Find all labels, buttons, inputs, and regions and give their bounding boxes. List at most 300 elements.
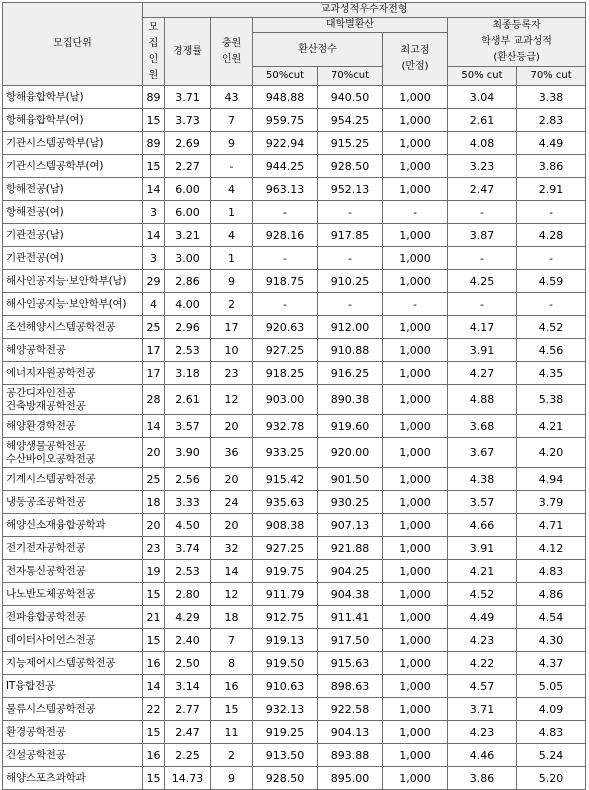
grade-cut50-cell: 4.23 bbox=[448, 629, 517, 652]
max-score-cell: 1,000 bbox=[383, 362, 448, 385]
refill-cell: - bbox=[211, 155, 253, 178]
grade-cut50-cell: 4.38 bbox=[448, 468, 517, 491]
grade-cut70-cell: 4.83 bbox=[517, 560, 586, 583]
score-cut70-cell: 912.00 bbox=[318, 316, 383, 339]
competition-cell: 3.18 bbox=[165, 362, 211, 385]
refill-cell: 20 bbox=[211, 514, 253, 537]
grade-cut70-cell: - bbox=[517, 247, 586, 270]
score-cut50-cell: 922.94 bbox=[253, 132, 318, 155]
header-grade-cut70: 70% cut bbox=[517, 67, 586, 86]
unit-cell: 해양환경학전공 bbox=[3, 415, 143, 438]
unit-cell: 전기전자공학전공 bbox=[3, 537, 143, 560]
max-score-cell: 1,000 bbox=[383, 155, 448, 178]
competition-cell: 6.00 bbox=[165, 178, 211, 201]
admission-table-container bbox=[2, 2, 586, 790]
refill-cell: 20 bbox=[211, 468, 253, 491]
refill-cell: 1 bbox=[211, 201, 253, 224]
refill-cell: 4 bbox=[211, 224, 253, 247]
competition-cell: 3.71 bbox=[165, 86, 211, 109]
table-row bbox=[3, 362, 586, 385]
score-cut70-cell: 919.60 bbox=[318, 415, 383, 438]
score-cut50-cell: 948.88 bbox=[253, 86, 318, 109]
grade-cut50-cell: 4.08 bbox=[448, 132, 517, 155]
competition-cell: 3.90 bbox=[165, 438, 211, 468]
refill-cell: 1 bbox=[211, 247, 253, 270]
grade-cut70-cell: 4.71 bbox=[517, 514, 586, 537]
competition-cell: 3.33 bbox=[165, 491, 211, 514]
grade-cut50-cell: 3.87 bbox=[448, 224, 517, 247]
competition-cell: 4.00 bbox=[165, 293, 211, 316]
max-score-cell: 1,000 bbox=[383, 468, 448, 491]
score-cut70-cell: 901.50 bbox=[318, 468, 383, 491]
table-row bbox=[3, 201, 586, 224]
competition-cell: 2.47 bbox=[165, 721, 211, 744]
score-cut70-cell: 915.25 bbox=[318, 132, 383, 155]
score-cut70-cell: 904.25 bbox=[318, 560, 383, 583]
table-row bbox=[3, 468, 586, 491]
quota-cell: 17 bbox=[143, 339, 165, 362]
max-score-cell: 1,000 bbox=[383, 438, 448, 468]
table-row bbox=[3, 247, 586, 270]
unit-cell: 환경공학전공 bbox=[3, 721, 143, 744]
max-score-cell: 1,000 bbox=[383, 629, 448, 652]
unit-cell: 건설공학전공 bbox=[3, 744, 143, 767]
max-score-cell: 1,000 bbox=[383, 560, 448, 583]
grade-cut70-cell: 4.12 bbox=[517, 537, 586, 560]
grade-cut70-cell: 2.83 bbox=[517, 109, 586, 132]
competition-cell: 3.21 bbox=[165, 224, 211, 247]
quota-cell: 16 bbox=[143, 744, 165, 767]
table-row bbox=[3, 415, 586, 438]
header-quota: 모 집 인 원 bbox=[143, 18, 165, 86]
max-score-cell: 1,000 bbox=[383, 224, 448, 247]
score-cut50-cell: 933.25 bbox=[253, 438, 318, 468]
unit-cell: 항해융합학부(남) bbox=[3, 86, 143, 109]
header-max-score: 최고점 (만점) bbox=[383, 33, 448, 86]
unit-cell: IT융합전공 bbox=[3, 675, 143, 698]
score-cut70-cell: 893.88 bbox=[318, 744, 383, 767]
grade-cut70-cell: 5.24 bbox=[517, 744, 586, 767]
quota-cell: 17 bbox=[143, 362, 165, 385]
table-body bbox=[3, 86, 586, 790]
grade-cut50-cell: 3.71 bbox=[448, 698, 517, 721]
grade-cut50-cell: 4.27 bbox=[448, 362, 517, 385]
grade-cut50-cell: 3.04 bbox=[448, 86, 517, 109]
score-cut70-cell: 910.25 bbox=[318, 270, 383, 293]
max-score-cell: 1,000 bbox=[383, 270, 448, 293]
quota-cell: 15 bbox=[143, 583, 165, 606]
max-score-cell: 1,000 bbox=[383, 537, 448, 560]
grade-cut50-cell: 4.88 bbox=[448, 385, 517, 415]
max-score-cell: 1,000 bbox=[383, 415, 448, 438]
table-row bbox=[3, 744, 586, 767]
header-admission-type: 교과성적우수자전형 bbox=[143, 3, 586, 18]
competition-cell: 3.74 bbox=[165, 537, 211, 560]
refill-cell: 36 bbox=[211, 438, 253, 468]
unit-line: 건축방재공학전공 bbox=[6, 399, 86, 412]
grade-cut70-cell: 3.86 bbox=[517, 155, 586, 178]
grade-cut50-cell: 3.57 bbox=[448, 491, 517, 514]
score-cut50-cell: 928.50 bbox=[253, 767, 318, 790]
grade-cut50-cell: 4.23 bbox=[448, 721, 517, 744]
refill-cell: 20 bbox=[211, 415, 253, 438]
max-score-cell: 1,000 bbox=[383, 767, 448, 790]
score-cut50-cell: 903.00 bbox=[253, 385, 318, 415]
max-score-cell: 1,000 bbox=[383, 86, 448, 109]
table-row bbox=[3, 514, 586, 537]
competition-cell: 2.77 bbox=[165, 698, 211, 721]
table-row bbox=[3, 698, 586, 721]
unit-cell: 전파융합공학전공 bbox=[3, 606, 143, 629]
score-cut50-cell: 908.38 bbox=[253, 514, 318, 537]
unit-cell: 해사인공지능·보안학부(여) bbox=[3, 293, 143, 316]
grade-cut50-cell: 4.52 bbox=[448, 583, 517, 606]
refill-cell: 32 bbox=[211, 537, 253, 560]
grade-cut70-cell: 4.86 bbox=[517, 583, 586, 606]
quota-cell: 28 bbox=[143, 385, 165, 415]
score-cut50-cell: 913.50 bbox=[253, 744, 318, 767]
table-row bbox=[3, 438, 586, 468]
max-score-cell: 1,000 bbox=[383, 583, 448, 606]
competition-cell: 3.57 bbox=[165, 415, 211, 438]
refill-cell: 8 bbox=[211, 652, 253, 675]
score-cut70-cell: 954.25 bbox=[318, 109, 383, 132]
score-cut70-cell: 898.63 bbox=[318, 675, 383, 698]
header-competition-rate: 경쟁률 bbox=[165, 18, 211, 86]
score-cut50-cell: 927.25 bbox=[253, 537, 318, 560]
table-row bbox=[3, 270, 586, 293]
max-score-cell: 1,000 bbox=[383, 132, 448, 155]
unit-cell: 기관시스템공학부(여) bbox=[3, 155, 143, 178]
refill-cell: 7 bbox=[211, 629, 253, 652]
grade-cut50-cell: - bbox=[448, 201, 517, 224]
unit-cell: 기관전공(여) bbox=[3, 247, 143, 270]
quota-cell: 89 bbox=[143, 86, 165, 109]
score-cut50-cell: 911.79 bbox=[253, 583, 318, 606]
quota-cell: 15 bbox=[143, 155, 165, 178]
grade-cut50-cell: - bbox=[448, 247, 517, 270]
table-row bbox=[3, 109, 586, 132]
score-cut70-cell: 930.25 bbox=[318, 491, 383, 514]
score-cut70-cell: 928.50 bbox=[318, 155, 383, 178]
competition-cell: 14.73 bbox=[165, 767, 211, 790]
grade-cut70-cell: 4.56 bbox=[517, 339, 586, 362]
header-by-university: 대학별환산 bbox=[253, 18, 448, 33]
unit-line: 수산바이오공학전공 bbox=[6, 452, 96, 465]
unit-cell: 조선해양시스템공학전공 bbox=[3, 316, 143, 339]
table-row bbox=[3, 537, 586, 560]
quota-cell: 15 bbox=[143, 629, 165, 652]
max-score-cell: - bbox=[383, 201, 448, 224]
competition-cell: 6.00 bbox=[165, 201, 211, 224]
score-cut50-cell: 927.25 bbox=[253, 339, 318, 362]
grade-cut70-cell: 4.20 bbox=[517, 438, 586, 468]
refill-cell: 12 bbox=[211, 583, 253, 606]
grade-cut70-cell: 4.28 bbox=[517, 224, 586, 247]
max-score-cell: 1,000 bbox=[383, 316, 448, 339]
unit-cell: 항해전공(여) bbox=[3, 201, 143, 224]
max-score-cell: 1,000 bbox=[383, 721, 448, 744]
refill-cell: 24 bbox=[211, 491, 253, 514]
max-score-cell: 1,000 bbox=[383, 514, 448, 537]
table-row bbox=[3, 583, 586, 606]
quota-cell: 15 bbox=[143, 109, 165, 132]
score-cut70-cell: - bbox=[318, 247, 383, 270]
table-row bbox=[3, 385, 586, 415]
quota-cell: 19 bbox=[143, 560, 165, 583]
quota-cell: 14 bbox=[143, 415, 165, 438]
unit-cell: 기관전공(남) bbox=[3, 224, 143, 247]
score-cut70-cell: 922.58 bbox=[318, 698, 383, 721]
refill-cell: 23 bbox=[211, 362, 253, 385]
score-cut50-cell: 915.42 bbox=[253, 468, 318, 491]
grade-cut50-cell: 4.22 bbox=[448, 652, 517, 675]
competition-cell: 2.80 bbox=[165, 583, 211, 606]
grade-cut70-cell: 2.91 bbox=[517, 178, 586, 201]
refill-cell: 9 bbox=[211, 132, 253, 155]
score-cut50-cell: 919.13 bbox=[253, 629, 318, 652]
max-score-cell: 1,000 bbox=[383, 109, 448, 132]
score-cut70-cell: 895.00 bbox=[318, 767, 383, 790]
admission-results-table bbox=[2, 2, 586, 790]
table-row bbox=[3, 560, 586, 583]
max-score-cell: 1,000 bbox=[383, 606, 448, 629]
score-cut70-cell: 952.13 bbox=[318, 178, 383, 201]
grade-cut50-cell: - bbox=[448, 293, 517, 316]
quota-cell: 16 bbox=[143, 652, 165, 675]
grade-cut50-cell: 4.46 bbox=[448, 744, 517, 767]
score-cut50-cell: 912.75 bbox=[253, 606, 318, 629]
score-cut50-cell: 910.63 bbox=[253, 675, 318, 698]
unit-cell: 항해전공(남) bbox=[3, 178, 143, 201]
table-row bbox=[3, 293, 586, 316]
refill-cell: 7 bbox=[211, 109, 253, 132]
grade-cut70-cell: 4.09 bbox=[517, 698, 586, 721]
table-row bbox=[3, 155, 586, 178]
header-grade-cut50: 50% cut bbox=[448, 67, 517, 86]
refill-cell: 15 bbox=[211, 698, 253, 721]
grade-cut70-cell: - bbox=[517, 293, 586, 316]
competition-cell: 2.56 bbox=[165, 468, 211, 491]
header-score-cut70: 70%cut bbox=[318, 67, 383, 86]
quota-cell: 29 bbox=[143, 270, 165, 293]
score-cut50-cell: - bbox=[253, 201, 318, 224]
grade-cut70-cell: 5.38 bbox=[517, 385, 586, 415]
header-score-cut50: 50%cut bbox=[253, 67, 318, 86]
score-cut50-cell: 944.25 bbox=[253, 155, 318, 178]
unit-cell bbox=[3, 385, 143, 415]
max-score-cell: 1,000 bbox=[383, 744, 448, 767]
unit-cell: 기관시스템공학부(남) bbox=[3, 132, 143, 155]
table-row bbox=[3, 675, 586, 698]
grade-cut70-cell: 3.79 bbox=[517, 491, 586, 514]
score-cut50-cell: 932.78 bbox=[253, 415, 318, 438]
grade-cut70-cell: 4.94 bbox=[517, 468, 586, 491]
grade-cut70-cell: 4.52 bbox=[517, 316, 586, 339]
score-cut70-cell: 915.63 bbox=[318, 652, 383, 675]
table-header bbox=[3, 3, 586, 86]
score-cut50-cell: 963.13 bbox=[253, 178, 318, 201]
score-cut50-cell: 935.63 bbox=[253, 491, 318, 514]
score-cut50-cell: 918.25 bbox=[253, 362, 318, 385]
score-cut50-cell: - bbox=[253, 293, 318, 316]
quota-cell: 15 bbox=[143, 767, 165, 790]
quota-cell: 15 bbox=[143, 721, 165, 744]
competition-cell: 2.86 bbox=[165, 270, 211, 293]
table-row bbox=[3, 491, 586, 514]
grade-cut70-cell: 4.21 bbox=[517, 415, 586, 438]
grade-cut50-cell: 3.67 bbox=[448, 438, 517, 468]
quota-cell: 89 bbox=[143, 132, 165, 155]
unit-cell: 기계시스템공학전공 bbox=[3, 468, 143, 491]
grade-cut50-cell: 4.21 bbox=[448, 560, 517, 583]
quota-cell: 3 bbox=[143, 247, 165, 270]
grade-cut70-cell: 3.38 bbox=[517, 86, 586, 109]
score-cut70-cell: 910.88 bbox=[318, 339, 383, 362]
grade-cut50-cell: 4.17 bbox=[448, 316, 517, 339]
score-cut50-cell: 918.75 bbox=[253, 270, 318, 293]
score-cut70-cell: 890.38 bbox=[318, 385, 383, 415]
unit-cell: 지능제어시스템공학전공 bbox=[3, 652, 143, 675]
refill-cell: 2 bbox=[211, 293, 253, 316]
grade-cut70-cell: 5.05 bbox=[517, 675, 586, 698]
table-row bbox=[3, 339, 586, 362]
refill-cell: 12 bbox=[211, 385, 253, 415]
grade-cut50-cell: 4.66 bbox=[448, 514, 517, 537]
grade-cut70-cell: 4.83 bbox=[517, 721, 586, 744]
grade-cut70-cell: 4.54 bbox=[517, 606, 586, 629]
score-cut70-cell: - bbox=[318, 293, 383, 316]
table-row bbox=[3, 224, 586, 247]
score-cut50-cell: 920.63 bbox=[253, 316, 318, 339]
quota-cell: 18 bbox=[143, 491, 165, 514]
unit-cell: 해양공학전공 bbox=[3, 339, 143, 362]
grade-cut50-cell: 4.25 bbox=[448, 270, 517, 293]
quota-cell: 21 bbox=[143, 606, 165, 629]
refill-cell: 17 bbox=[211, 316, 253, 339]
header-converted-score: 환산점수 bbox=[253, 33, 383, 67]
unit-cell: 에너지자원공학전공 bbox=[3, 362, 143, 385]
quota-cell: 4 bbox=[143, 293, 165, 316]
grade-cut50-cell: 3.91 bbox=[448, 339, 517, 362]
grade-cut70-cell: 4.37 bbox=[517, 652, 586, 675]
competition-cell: 2.40 bbox=[165, 629, 211, 652]
score-cut50-cell: 932.13 bbox=[253, 698, 318, 721]
table-row bbox=[3, 652, 586, 675]
competition-cell: 2.53 bbox=[165, 339, 211, 362]
competition-cell: 2.69 bbox=[165, 132, 211, 155]
table-row bbox=[3, 767, 586, 790]
unit-cell: 해사인공지능·보안학부(남) bbox=[3, 270, 143, 293]
unit-cell: 전자통신공학전공 bbox=[3, 560, 143, 583]
max-score-cell: 1,000 bbox=[383, 675, 448, 698]
quota-cell: 25 bbox=[143, 316, 165, 339]
quota-cell: 3 bbox=[143, 201, 165, 224]
table-row bbox=[3, 721, 586, 744]
unit-cell: 해양신소재융합공학과 bbox=[3, 514, 143, 537]
refill-cell: 9 bbox=[211, 270, 253, 293]
competition-cell: 3.14 bbox=[165, 675, 211, 698]
max-score-cell: 1,000 bbox=[383, 652, 448, 675]
unit-cell: 나노반도체공학전공 bbox=[3, 583, 143, 606]
unit-cell: 해양스포츠과학과 bbox=[3, 767, 143, 790]
score-cut50-cell: 919.25 bbox=[253, 721, 318, 744]
grade-cut70-cell: 4.30 bbox=[517, 629, 586, 652]
quota-cell: 20 bbox=[143, 514, 165, 537]
unit-line: 해양생물공학전공 bbox=[6, 439, 86, 452]
score-cut70-cell: 916.25 bbox=[318, 362, 383, 385]
unit-line: 공간디자인전공 bbox=[6, 386, 76, 399]
competition-cell: 2.61 bbox=[165, 385, 211, 415]
competition-cell: 2.50 bbox=[165, 652, 211, 675]
table-row bbox=[3, 86, 586, 109]
score-cut70-cell: 904.38 bbox=[318, 583, 383, 606]
grade-cut70-cell: - bbox=[517, 201, 586, 224]
score-cut70-cell: 911.41 bbox=[318, 606, 383, 629]
score-cut50-cell: 959.75 bbox=[253, 109, 318, 132]
table-row bbox=[3, 629, 586, 652]
quota-cell: 14 bbox=[143, 224, 165, 247]
refill-cell: 2 bbox=[211, 744, 253, 767]
quota-cell: 14 bbox=[143, 178, 165, 201]
competition-cell: 2.96 bbox=[165, 316, 211, 339]
table-row bbox=[3, 316, 586, 339]
grade-cut50-cell: 2.47 bbox=[448, 178, 517, 201]
competition-cell: 2.53 bbox=[165, 560, 211, 583]
score-cut70-cell: 920.00 bbox=[318, 438, 383, 468]
score-cut50-cell: 928.16 bbox=[253, 224, 318, 247]
unit-cell: 데이터사이언스전공 bbox=[3, 629, 143, 652]
competition-cell: 3.73 bbox=[165, 109, 211, 132]
grade-cut70-cell: 5.20 bbox=[517, 767, 586, 790]
max-score-cell: 1,000 bbox=[383, 698, 448, 721]
grade-cut50-cell: 2.61 bbox=[448, 109, 517, 132]
quota-cell: 25 bbox=[143, 468, 165, 491]
unit-cell: 항해융합학부(여) bbox=[3, 109, 143, 132]
score-cut50-cell: 919.50 bbox=[253, 652, 318, 675]
score-cut70-cell: 940.50 bbox=[318, 86, 383, 109]
score-cut70-cell: 917.50 bbox=[318, 629, 383, 652]
score-cut70-cell: 921.88 bbox=[318, 537, 383, 560]
max-score-cell: 1,000 bbox=[383, 247, 448, 270]
refill-cell: 10 bbox=[211, 339, 253, 362]
refill-cell: 18 bbox=[211, 606, 253, 629]
grade-cut70-cell: 4.59 bbox=[517, 270, 586, 293]
competition-cell: 3.00 bbox=[165, 247, 211, 270]
quota-cell: 23 bbox=[143, 537, 165, 560]
score-cut70-cell: 907.13 bbox=[318, 514, 383, 537]
header-final-registrant: 최종등록자 학생부 교과성적 (환산등급) bbox=[448, 18, 586, 67]
quota-cell: 14 bbox=[143, 675, 165, 698]
score-cut70-cell: 904.13 bbox=[318, 721, 383, 744]
score-cut50-cell: 919.75 bbox=[253, 560, 318, 583]
refill-cell: 4 bbox=[211, 178, 253, 201]
grade-cut50-cell: 3.23 bbox=[448, 155, 517, 178]
table-row bbox=[3, 178, 586, 201]
max-score-cell: 1,000 bbox=[383, 178, 448, 201]
competition-cell: 2.27 bbox=[165, 155, 211, 178]
grade-cut70-cell: 4.35 bbox=[517, 362, 586, 385]
competition-cell: 4.50 bbox=[165, 514, 211, 537]
refill-cell: 9 bbox=[211, 767, 253, 790]
grade-cut50-cell: 4.49 bbox=[448, 606, 517, 629]
grade-cut70-cell: 4.49 bbox=[517, 132, 586, 155]
competition-cell: 2.25 bbox=[165, 744, 211, 767]
table-row bbox=[3, 132, 586, 155]
refill-cell: 43 bbox=[211, 86, 253, 109]
unit-cell: 물류시스템공학전공 bbox=[3, 698, 143, 721]
quota-cell: 22 bbox=[143, 698, 165, 721]
